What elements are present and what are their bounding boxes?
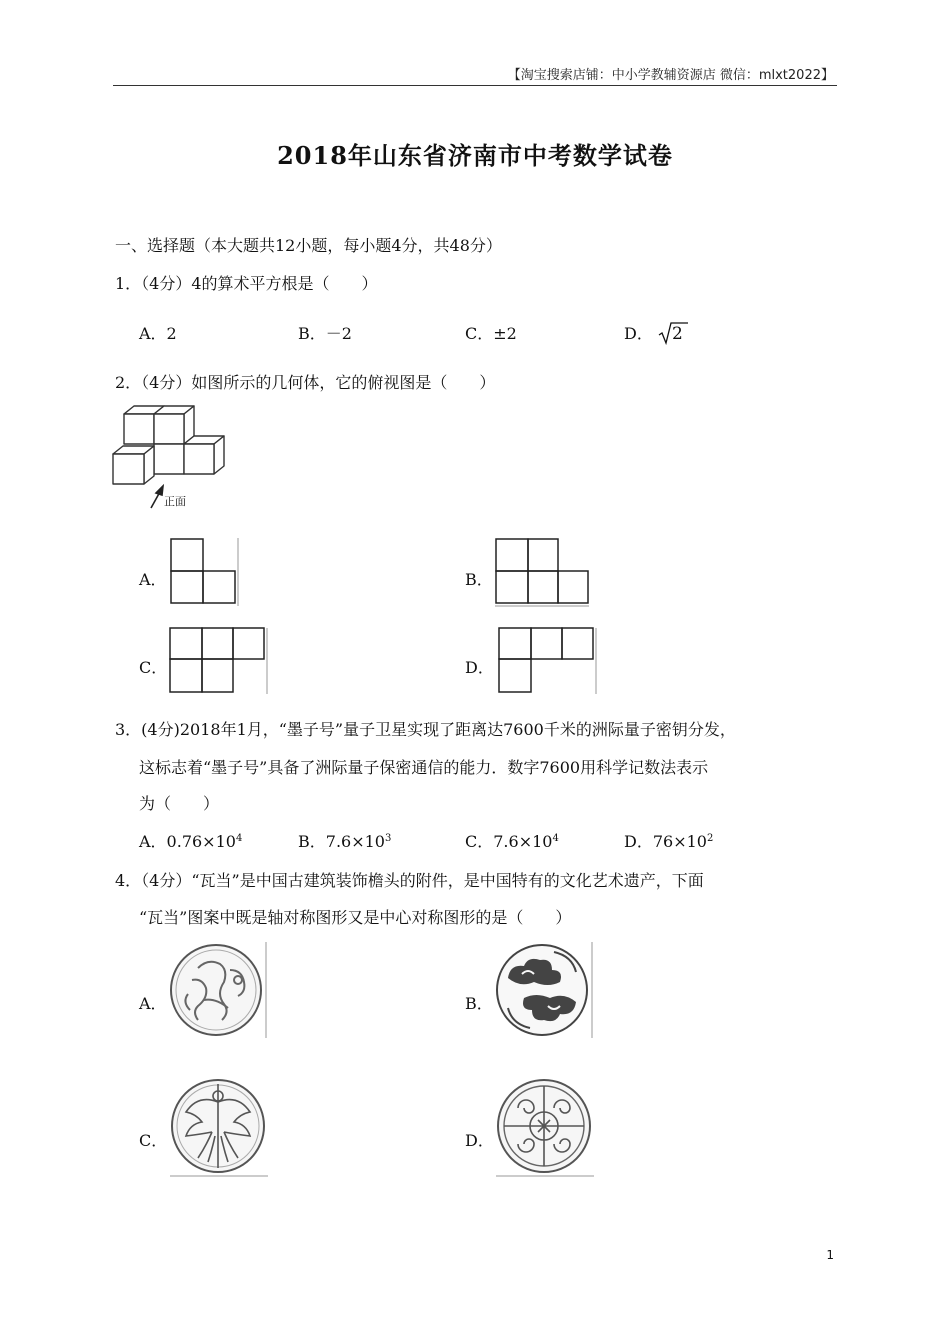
q2-option-c-figure[interactable]: [168, 626, 270, 696]
q3-option-b-exp: 3: [384, 833, 392, 844]
page-title: 2018年山东省济南市中考数学试卷: [277, 141, 673, 170]
q3-option-b-base: B．7.6×10: [298, 832, 385, 851]
q3-line-2: 这标志着“墨子号”具备了洲际量子保密通信的能力．数字7600用科学记数法表示: [139, 758, 709, 777]
sqrt-radical-icon: [658, 324, 683, 344]
q3-option-d: [624, 829, 713, 852]
header-note: 【淘宝搜索店铺：中小学教辅资源店 微信：mlxt2022】: [507, 68, 834, 83]
section-heading: 一、选择题（本大题共12小题，每小题4分，共48分）: [115, 236, 502, 255]
q3-option-c: [465, 829, 559, 852]
q2-option-d-figure[interactable]: [497, 626, 599, 696]
q4-option-a-tile-image[interactable]: [168, 940, 270, 1040]
q4-line-1: 4．（4分）“瓦当”是中国古建筑装饰檐头的附件，是中国特有的文化艺术遗产，下面: [115, 871, 704, 890]
q4-option-c-tile-image[interactable]: [168, 1074, 272, 1178]
q2-option-d: D．: [465, 658, 494, 677]
q1-option-a: A．2: [139, 324, 177, 343]
q4-line-2: “瓦当”图案中既是轴对称图形又是中心对称图形的是（ ）: [139, 908, 572, 927]
q4-option-d-tile-image[interactable]: [494, 1074, 598, 1178]
q1-option-d: [624, 321, 683, 344]
header-rule: [113, 85, 837, 86]
q4-option-b-tile-image[interactable]: [494, 940, 596, 1040]
q3-option-a: [139, 829, 242, 852]
q2-option-c: C．: [139, 658, 168, 677]
q4-option-d: D．: [465, 1131, 494, 1150]
q3-line-3: 为（ ）: [139, 794, 220, 813]
q2-option-b-figure[interactable]: [494, 537, 592, 607]
q1-stem: 1．（4分）4的算术平方根是（ ）: [115, 274, 378, 293]
q1-option-d-radicand: 2: [671, 324, 683, 344]
q2-option-b: B．: [465, 570, 493, 589]
q3-option-c-exp: 4: [552, 833, 559, 844]
q4-option-c: C．: [139, 1131, 168, 1150]
q3-option-d-exp: 2: [706, 833, 714, 844]
q1-option-c: C．±2: [465, 324, 517, 343]
q4-option-a: A．: [139, 994, 167, 1013]
q1-option-b: B．－2: [298, 324, 352, 343]
q3-option-c-base: C．7.6×10: [465, 832, 553, 851]
q2-option-a: A．: [139, 570, 167, 589]
q4-option-b: B．: [465, 994, 493, 1013]
q3-option-d-base: D．76×10: [624, 832, 707, 851]
q3-option-a-exp: 4: [235, 833, 243, 844]
q3-option-b: [298, 829, 391, 852]
page-number: 1: [826, 1248, 834, 1262]
front-view-label: 正面: [164, 495, 186, 508]
q2-stem: 2．（4分）如图所示的几何体，它的俯视图是（ ）: [115, 373, 496, 392]
q1-option-d-label: D．: [624, 324, 653, 343]
q3-option-a-base: A．0.76×10: [139, 832, 236, 851]
q3-line-1: 3．(4分)2018年1月，“墨子号”量子卫星实现了距离达7600千米的洲际量子密钥分发，: [115, 720, 736, 739]
q2-option-a-figure[interactable]: [169, 537, 241, 607]
